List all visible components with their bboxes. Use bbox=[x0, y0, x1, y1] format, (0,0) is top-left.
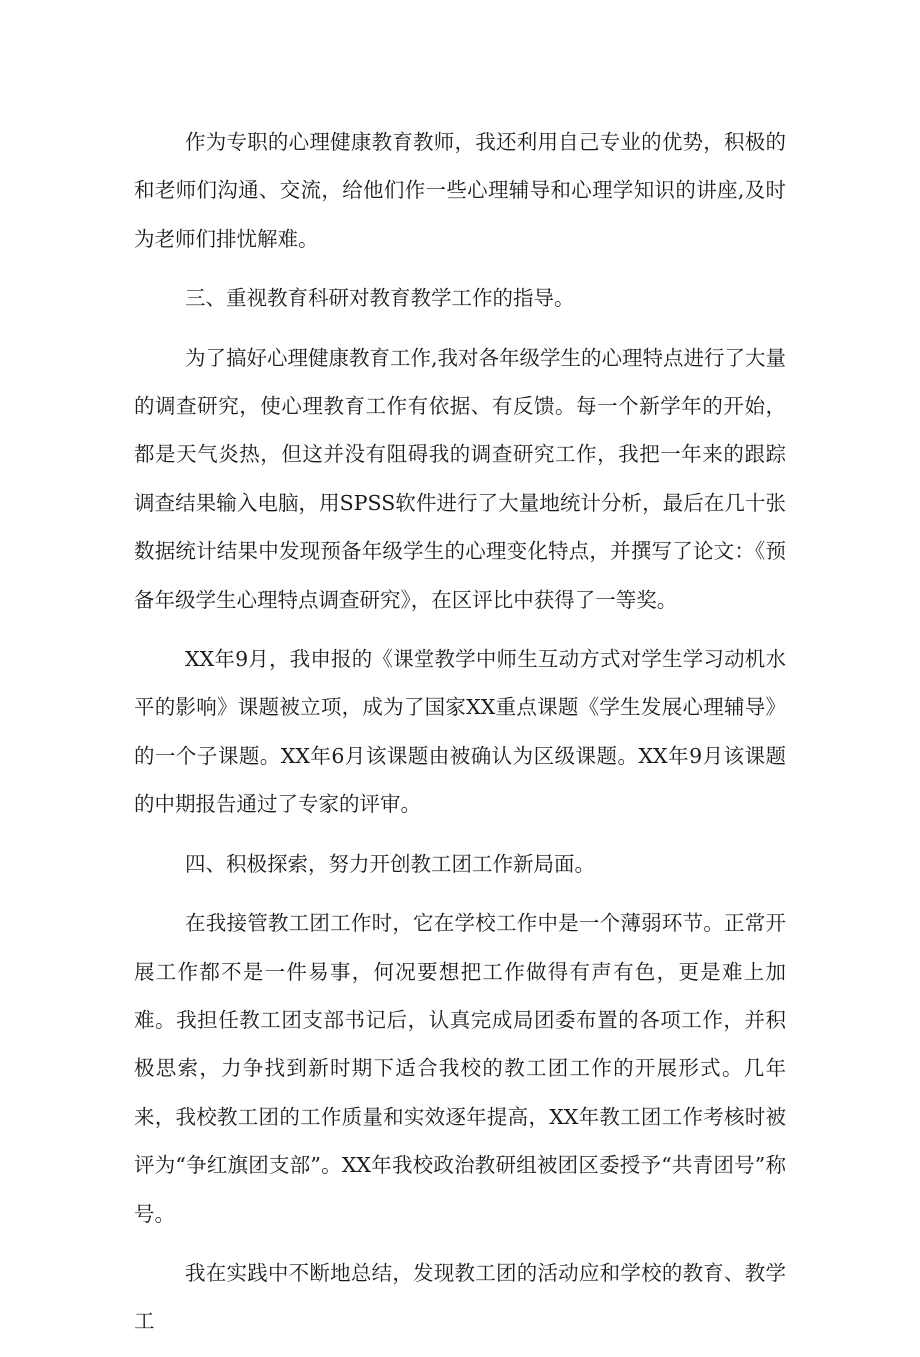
paragraph-summary: 我在实践中不断地总结，发现教工团的活动应和学校的教育、教学工 bbox=[134, 1260, 786, 1334]
paragraph-league-work: 在我接管教工团工作时，它在学校工作中是一个薄弱环节。正常开展工作都不是一件易事，何况要想把工作做得有声有色，更是难上加难。我担任教工团支部书记后，认真完成局团委布置的各项工作，并积极思索，力争找到新时期下适合我校的教工团工作的开展形式。几年来，我校教工团的工作质量和实效逐年提高，XX年教工团工作考核时被评为“争红旗团支部”。XX年我校政治教研组被团区委授予“共青团号”称号。 bbox=[134, 911, 786, 1226]
paragraph-survey: 为了搞好心理健康教育工作,我对各年级学生的心理特点进行了大量的调查研究，使心理教育工作有依据、有反馈。每一个新学年的开始，都是天气炎热，但这并没有阻碍我的调查研究工作，我把一年来的跟踪调查结果输入电脑，用SPSS软件进行了大量地统计分析，最后在几十张数据统计结果中发现预备年级学生的心理变化特点，并撰写了论文：《预备年级学生心理特点调查研究》，在区评比中获得了一等奖。 bbox=[134, 345, 787, 612]
section-heading-youth-league: 四、积极探索，努力开创教工团工作新局面。 bbox=[185, 851, 595, 876]
paragraph-project: XX年9月，我申报的《课堂教学中师生互动方式对学生学习动机水平的影响》课题被立项，成为了国家XX重点课题《学生发展心理辅导》的一个子课题。XX年6月该课题由被确认为区级课题。XX年9月该课题的中期报告通过了专家的评审。 bbox=[134, 647, 786, 817]
section-heading-research: 三、重视教育科研对教育教学工作的指导。 bbox=[185, 286, 575, 311]
paragraph-counseling: 作为专职的心理健康教育教师，我还利用自己专业的优势，积极的和老师们沟通、交流，给他们作一些心理辅导和心理学知识的讲座,及时为老师们排忧解难。 bbox=[134, 130, 786, 251]
document-body bbox=[134, 118, 786, 1357]
